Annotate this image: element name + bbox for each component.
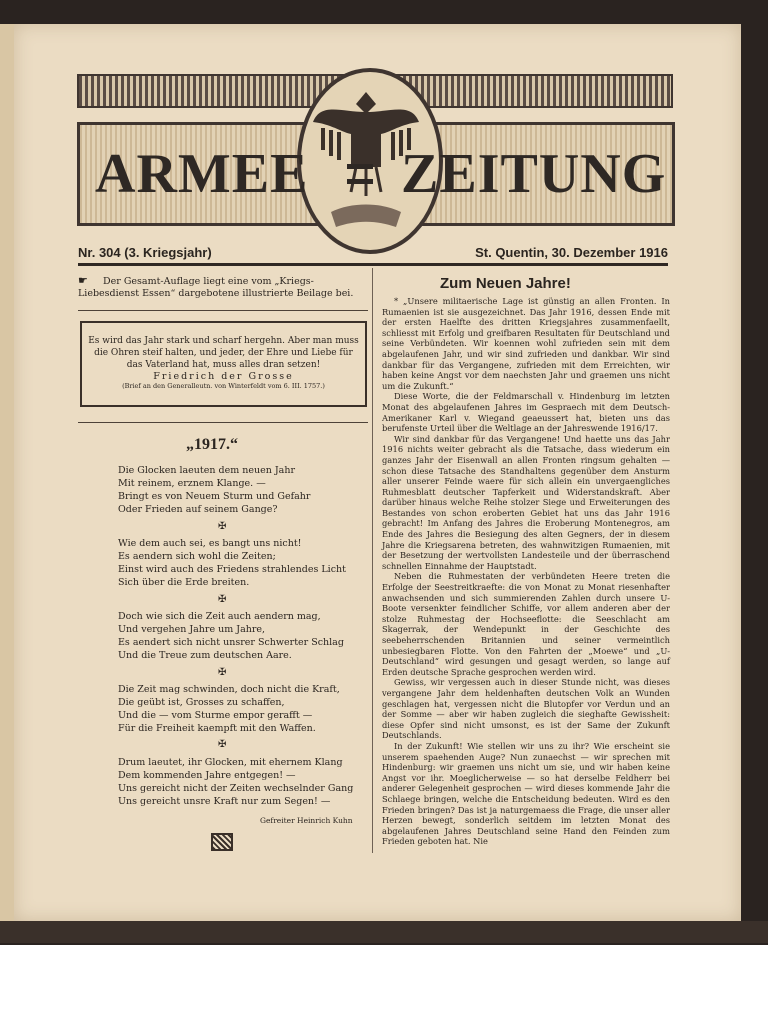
masthead-rule xyxy=(78,263,668,266)
article-paragraph: Wir sind dankbar für das Vergangene! Und haette uns das Jahr 1916 nichts weiter gebracht als die Tatsache, dass wiederum ein ganzes Jahr der Eisenwall an allen Fronten ringsum gehalten — schon diese Tatsache des Standhaltens gegenüber dem Ansturm aller unserer Feinde waere für sich allein ein unvergaengliches Ruhmesblatt deutscher Tapferkeit und Widerstandskraft. Aber darüber hinaus welche Reihe stolzer Siege und Erweiterungen des Bestandes von schon eroberten Gebiet hat uns das Jahr 1916 gebracht! Im Anfang des Jahres die Eroberung Montenegros, am Ende des Jahres die Besiegung des alten Gegners, der in diesem Jahre die Kriegsarena betreten, des wahnwitzigen Rumaenien, mit der Besetzung der wertvollsten Landesteile und der überraschend schnellen Einnahme der Hauptstadt. xyxy=(382,433,670,571)
article-body xyxy=(382,296,670,847)
poem-line: Doch wie sich die Zeit auch aendern mag, xyxy=(118,611,321,622)
poem-stanza xyxy=(118,464,368,516)
article-paragraph: * „Unsere militaerische Lage ist günstig an allen Fronten. In Rumaenien ist sie ausgezeichnet. Das Jahr 1916, dessen Ende mit der ersten Haelfte des dritten Kriegsjahres zusammenfaellt, schliesst mit Erfolg und greifbaren Resultaten für Deutschland und seine Verbündeten. Wir koennen wohl zufrieden sein mit dem abgelaufenen Jahr, und wir sind zufrieden und dankbar. Wir sind dankbar für das Vergangene, zufrieden mit dem Erreichten, wir haben keine Angst vor dem naechsten Jahr und graemen uns nicht um die Zukunft.“ xyxy=(382,296,670,391)
poem-line: Und die — vom Sturme empor gerafft — xyxy=(118,710,313,721)
quote-box xyxy=(80,321,367,407)
poem-line: Und vergehen Jahre um Jahre, xyxy=(118,624,266,635)
poem-stanza xyxy=(118,537,368,589)
masthead-equals-sign xyxy=(347,164,373,184)
iron-cross-ornament xyxy=(211,833,233,851)
poem-line: Für die Freiheit kaempft mit den Waffen. xyxy=(118,723,316,734)
scan-bottom-edge xyxy=(0,921,768,943)
poem-line: Es aendern sich wohl die Zeiten; xyxy=(118,551,276,562)
poem-line: Einst wird auch des Friedens strahlendes Licht xyxy=(118,564,346,575)
poem-line: Wie dem auch sei, es bangt uns nicht! xyxy=(118,538,302,549)
article-paragraph: Diese Worte, die der Feldmarschall v. Hindenburg im letzten Monat des abgelaufenen Jahres im Gespraech mit dem Deutsch-Amerikaner Karl v. Wiegand geaeussert hat, bieten uns das berufenste Urteil über die Weltlage an der Jahreswende 1916/17. xyxy=(382,391,670,434)
supplement-notice-text: Der Gesamt-Auflage liegt eine vom „Kriegs-Liebesdienst Essen“ dargebotene illustrierte Beilage bei. xyxy=(78,276,354,299)
poem-line: Uns gereicht nicht der Zeiten wechselnder Gang xyxy=(118,783,354,794)
poem-line: Sich über die Erde breiten. xyxy=(118,577,250,588)
poem-title: „1917.“ xyxy=(186,436,238,453)
article-paragraph: Gewiss, wir vergessen auch in dieser Stunde nicht, was dieses vergangene Jahr dem heldenhaften deutschen Volk an Wunden geschlagen hat, vergessen nicht die Blutopfer vor Verdun und an der Somme — aber wir haben zugleich die sieghafte Gewissheit: diese Opfer sind nicht umsonst, es ist der Same der Zukunft Deutschlands. xyxy=(382,677,670,741)
poem-stanza xyxy=(118,756,368,808)
poem-line: Dem kommenden Jahre entgegen! — xyxy=(118,770,296,781)
poem-author: Gefreiter Heinrich Kuhn xyxy=(260,816,353,825)
poem-line: Drum laeutet, ihr Glocken, mit ehernem Klang xyxy=(118,757,343,768)
poem-line: Und die Treue zum deutschen Aare. xyxy=(118,650,292,661)
masthead-title-right: ZEITUNG xyxy=(401,143,667,205)
poem-line: Die Zeit mag schwinden, doch nicht die Kraft, xyxy=(118,684,340,695)
poem-stanza xyxy=(118,683,368,735)
notice-rule xyxy=(78,310,368,311)
stanza-separator: ✠ xyxy=(218,521,227,532)
poem-line: Mit reinem, erznem Klange. — xyxy=(118,478,266,489)
pointing-hand-icon: ☛ xyxy=(78,274,88,287)
stanza-separator: ✠ xyxy=(218,739,227,750)
masthead-title-left: ARMEE xyxy=(95,143,309,205)
stanza-separator: ✠ xyxy=(218,667,227,678)
poem-line: Bringt es von Neuem Sturm und Gefahr xyxy=(118,491,311,502)
column-divider xyxy=(372,268,373,853)
supplement-notice xyxy=(78,275,368,300)
poem-line: Oder Frieden auf seinem Gange? xyxy=(118,504,278,515)
article-paragraph: In der Zukunft! Wie stellen wir uns zu ihr? Wie erscheint sie unserem spaehenden Auge? Nun zunaechst — wir sprechen mit Hindenburg: wir graemen uns nicht um sie, und wir haben keine Angst vor ihr. Moeglicherweise — so hat derselbe Feldherr bei anderer Gelegenheit gesprochen — wird dieses kommende Jahr die Schlaege bringen, welche die Entscheidung bedeuten. Wird es den Frieden bringen? Das ist ja naturgemaess die Frage, die unser aller Herzen bewegt, sonderlich seitdem im letzten Monat des abgelaufenen Jahres Deutschland seine Hand den Feinden zum Frieden geboten hat. Nie xyxy=(382,740,670,847)
quote-text: Es wird das Jahr stark und scharf hergehn. Aber man muss die Ohren steif halten, und jeder, der Ehre und Liebe für das Vaterland hat, muss alles dran setzen! xyxy=(88,336,359,370)
article-title: Zum Neuen Jahre! xyxy=(440,275,571,292)
quote-rule xyxy=(78,422,368,423)
article-paragraph: Neben die Ruhmestaten der verbündeten Heere treten die Erfolge der Seestreitkraefte: die von Monat zu Monat riesenhafter anwachsenden und sich summierenden Zahlen durch unsere U-Boote versenkter feindlicher Schiffe, vor allem anderen aber der stolze Ruhmestag der Hochseeflotte: die Seeschlacht am Skagerrak, der Wendepunkt in der Geschichte des seebeherrschenden Britannien und seiner vermeintlich unbesiegbaren Flotte. Von den Fahrten der „Moewe“ und „U-Deutschland“ wird gesungen und gesagt werden, so lange auf Erden deutsche Sprache gesprochen werden wird. xyxy=(382,571,670,677)
poem-stanza xyxy=(118,610,368,662)
quote-author: Friedrich der Grosse xyxy=(153,371,294,382)
issue-number: Nr. 304 (3. Kriegsjahr) xyxy=(78,245,212,260)
place-date: St. Quentin, 30. Dezember 1916 xyxy=(475,245,668,260)
poem-line: Uns gereicht unsre Kraft nur zum Segen! — xyxy=(118,796,331,807)
masthead xyxy=(63,54,667,252)
stanza-separator: ✠ xyxy=(218,594,227,605)
quote-source: (Brief an den Generalleutn. von Winterfeldt vom 6. III. 1757.) xyxy=(122,382,325,390)
poem-line: Die geübt ist, Grosses zu schaffen, xyxy=(118,697,285,708)
poem-line: Die Glocken laeuten dem neuen Jahr xyxy=(118,465,295,476)
poem-line: Es aendert sich nicht unsrer Schwerter Schlag xyxy=(118,637,344,648)
